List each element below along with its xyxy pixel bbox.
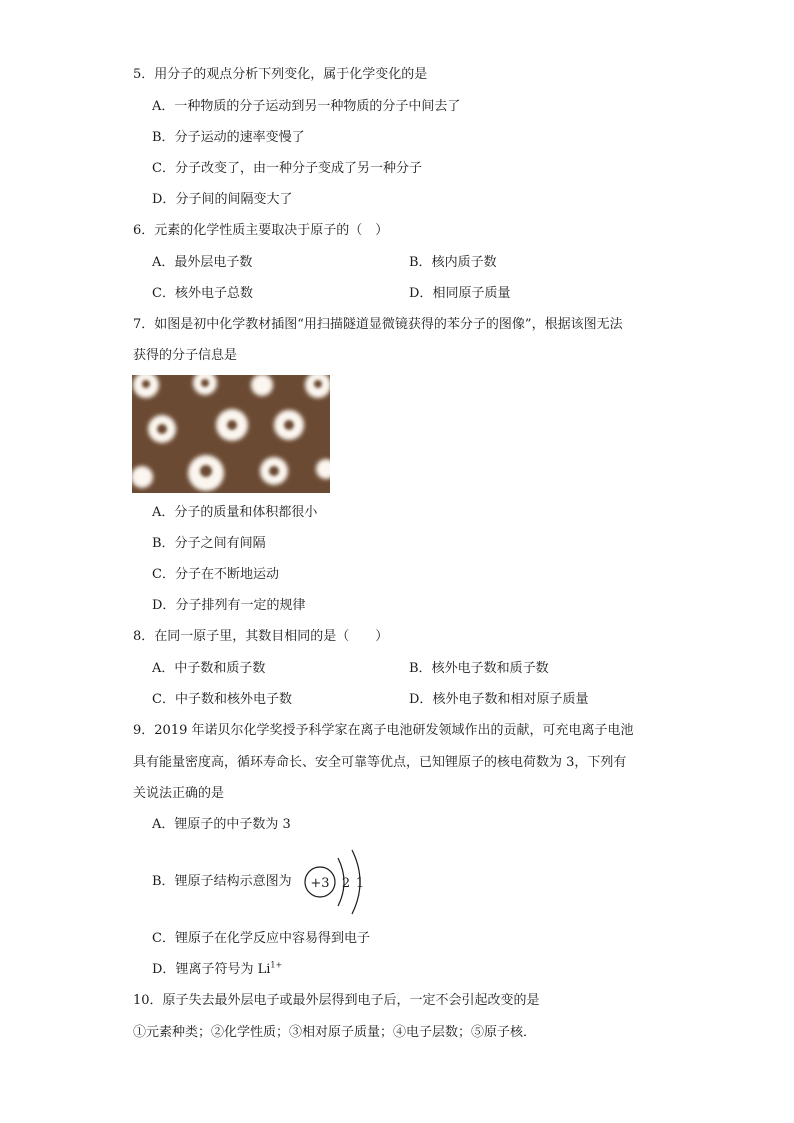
benzene-stm-image	[132, 375, 330, 493]
question-8-option-d: D．核外电子数和相对原子质量	[409, 692, 589, 707]
question-5-option-b: B．分子运动的速率变慢了	[152, 130, 305, 145]
question-8-option-b: B．核外电子数和质子数	[409, 661, 549, 676]
question-8-option-a: A．中子数和质子数	[152, 661, 266, 676]
question-9-option-c: C．锂原子在化学反应中容易得到电子	[152, 931, 370, 946]
question-9-stem-line2: 具有能量密度高，循环寿命长、安全可靠等优点，已知锂原子的核电荷数为 3，下列有	[133, 755, 627, 770]
question-7-option-c: C．分子在不断地运动	[152, 567, 279, 582]
lithium-atom-structure-diagram	[302, 848, 378, 916]
question-9-stem-line3: 关说法正确的是	[133, 786, 225, 801]
question-7-stem-line2: 获得的分子信息是	[133, 348, 238, 363]
question-7-option-a: A．分子的质量和体积都很小	[152, 505, 318, 520]
question-10-stem: 10．原子失去最外层电子或最外层得到电子后，一定不会引起改变的是	[133, 993, 540, 1008]
question-5-option-c: C．分子改变了，由一种分子变成了另一种分子	[152, 161, 422, 176]
question-7-stem-line1: 7．如图是初中化学教材插图“用扫描隧道显微镜获得的苯分子的图像”，根据该图无法	[133, 317, 623, 332]
question-5-option-d: D．分子间的间隔变大了	[152, 192, 293, 207]
question-7-option-b: B．分子之间有间隔	[152, 536, 266, 551]
question-9-stem-line1: 9．2019 年诺贝尔化学奖授予科学家在离子电池研发领域作出的贡献，可充电离子电池	[133, 723, 634, 738]
question-9-option-a: A．锂原子的中子数为 3	[152, 817, 291, 832]
question-5-stem: 5．用分子的观点分析下列变化，属于化学变化的是	[133, 67, 428, 82]
question-9-option-b: B．锂原子结构示意图为	[152, 874, 292, 889]
question-6-option-a: A．最外层电子数	[152, 255, 253, 270]
question-7-option-d: D．分子排列有一定的规律	[152, 598, 306, 613]
question-10-choices: ①元素种类；②化学性质；③相对原子质量；④电子层数；⑤原子核．	[133, 1025, 537, 1040]
question-6-option-d: D．相同原子质量	[409, 286, 511, 301]
lithium-shell1-count: 2	[341, 876, 351, 891]
question-8-stem: 8．在同一原子里，其数目相同的是（ ）	[133, 629, 389, 644]
question-6-stem: 6．元素的化学性质主要取决于原子的（ ）	[133, 223, 389, 238]
question-8-option-c: C．中子数和核外电子数	[152, 692, 292, 707]
lithium-shell2-count: 1	[355, 876, 365, 891]
question-6-option-c: C．核外电子总数	[152, 286, 253, 301]
lithium-nucleus-charge: +3	[310, 876, 330, 891]
ion-charge-superscript: 1+	[270, 960, 283, 970]
question-5-option-a: A．一种物质的分子运动到另一种物质的分子中间去了	[152, 99, 461, 114]
question-6-option-b: B．核内质子数	[409, 255, 497, 270]
question-9-option-d: D．锂离子符号为 $Li^{1+}$	[152, 960, 283, 977]
